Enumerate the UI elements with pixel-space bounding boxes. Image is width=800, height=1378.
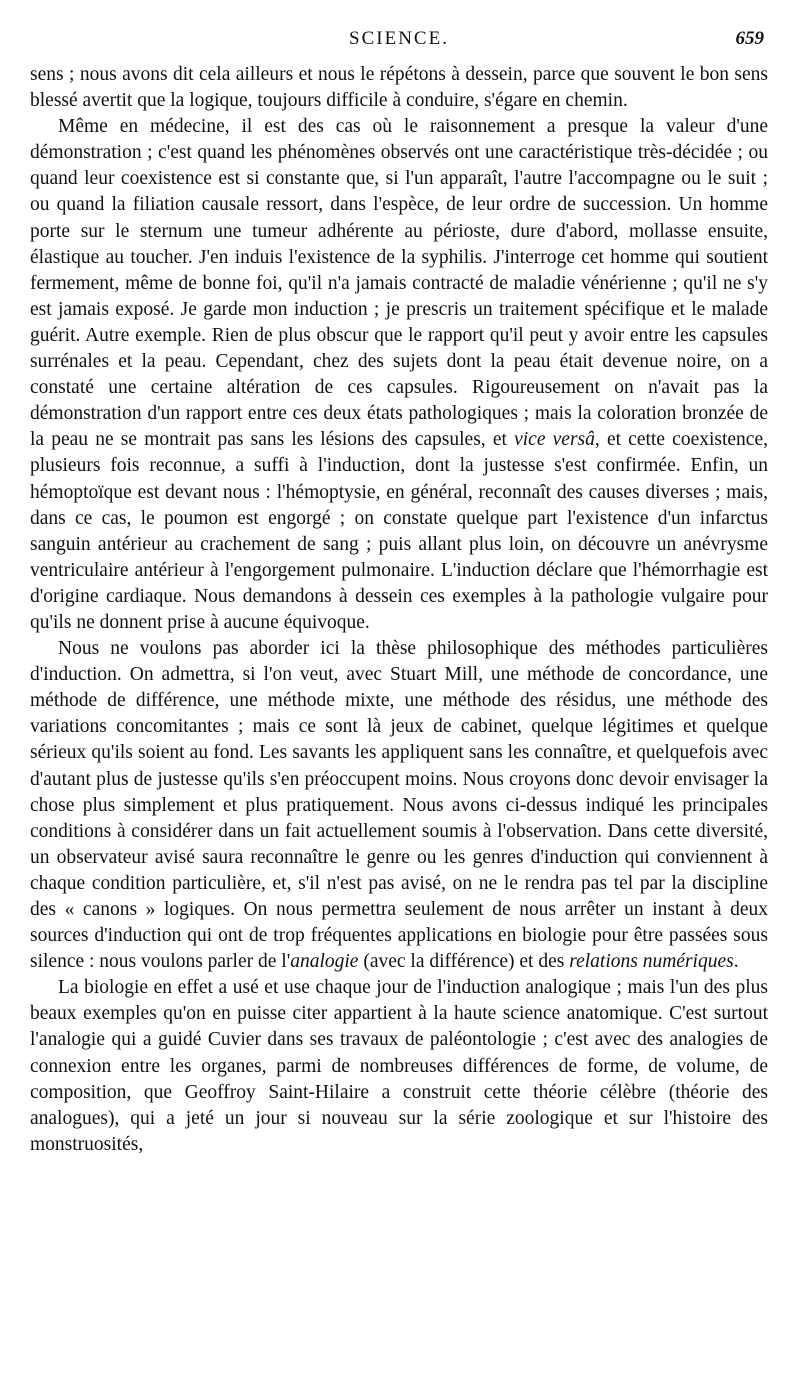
text-segment: Même en médecine, il est des cas où le raisonnement a presque la valeur d'une démonstration ; c'est quand les phénomènes observés ont une caractéristique très-décidée ; ou quand leur coexistence est si constante que, si l'un apparaît, l'autre l'accompagne ou le suit ; ou quand la filiation causale ressort, dans l'espèce, de leur ordre de succession. Un homme porte sur le sternum une tumeur adhérente au périoste, dure d'abord, mollasse ensuite, élastique au toucher. J'en induis l'existence de la syphilis. J'interroge cet homme qui soutient fermement, même de bonne foi, qu'il n'a jamais contracté de maladie vénérienne ; qu'il ne s'y est jamais exposé. Je garde mon induction ; je prescris un traitement spécifique et le malade guérit. Autre exemple. Rien de plus obscur que le rapport qu'il peut y avoir entre les capsules surrénales et la peau. Cependant, chez des sujets dont la peau était devenue noire, on a constaté une certaine altération de ces capsules. Rigoureusement on n'avait pas la démonstration d'un rapport entre ces deux états pathologiques ; mais la coloration bronzée de la peau ne se montrait pas sans les lésions des capsules, et bbox=[30, 116, 768, 451]
paragraph-2 bbox=[30, 114, 768, 636]
text-segment: (avec la différence) et des bbox=[358, 951, 570, 973]
text-segment: , et cette coexistence, plusieurs fois reconnue, a suffi à l'induction, dont la justesse s'est confirmée. Enfin, un hémoptoïque est devant nous : l'hémoptysie, en général, reconnaît des causes diverses ; mais, dans ce cas, le poumon est engorgé ; on constate quelque part l'existence d'un infarctus sanguin antérieur au crachement de sang ; puis allant plus loin, on découvre un anévrysme ventriculaire antérieur à l'engorgement pulmonaire. L'induction déclare que l'hémorrhagie est d'origine cardiaque. Nous demandons à dessein ces exemples à la pathologie vulgaire pour qu'ils ne donnent prise à aucune équivoque. bbox=[30, 429, 768, 633]
page-header bbox=[30, 28, 768, 56]
body-text bbox=[30, 62, 768, 1158]
text-segment: La biologie en effet a usé et use chaque jour de l'induction analogique ; mais l'un des plus beaux exemples qu'on en puisse citer appartient à la haute science anatomique. C'est surtout l'analogie qui a guidé Cuvier dans ses travaux de paléontologie ; c'est avec des analogies de connexion entre les organes, parmi de nombreuses différences de forme, de volume, de composition, que Geoffroy Saint-Hilaire a construit cette théorie célèbre (théorie des analogues), qui a jeté un jour si nouveau sur la série zoologique et sur l'histoire des monstruosités, bbox=[30, 977, 768, 1155]
italic-term: relations numériques bbox=[569, 951, 734, 973]
book-page bbox=[30, 28, 768, 1158]
paragraph-1 bbox=[30, 62, 768, 114]
text-segment: sens ; nous avons dit cela ailleurs et nous le répétons à dessein, parce que souvent le bon sens blessé avertit que la logique, toujours difficile à conduire, s'égare en chemin. bbox=[30, 64, 768, 112]
text-segment: . bbox=[733, 951, 739, 973]
italic-term: vice versâ bbox=[514, 429, 595, 451]
paragraph-3 bbox=[30, 636, 768, 975]
text-segment: Nous ne voulons pas aborder ici la thèse philosophique des méthodes particulières d'induction. On admettra, si l'on veut, avec Stuart Mill, une méthode de concordance, une méthode de différence, une méthode mixte, une méthode des résidus, une méthode des variations concomitantes ; mais ce sont là jeux de cabinet, quelque légitimes et quelque sérieux qu'ils soient au fond. Les savants les appliquent sans les connaître, et quelquefois avec d'autant plus de justesse qu'ils s'en préoccupent moins. Nous croyons donc devoir envisager la chose plus simplement et plus pratiquement. Nous avons ci-dessus indiqué les principales conditions à considérer dans un fait actuellement soumis à l'observation. Dans cette diversité, un observateur avisé saura reconnaître le genre ou les genres d'induction qui conviennent à chaque condition particulière, et, s'il n'est pas avisé, on ne le rendra pas tel par la discipline des « canons » logiques. On nous permettra seulement de nous arrêter un instant à deux sources d'induction qui ont de trop fréquentes applications en biologie pour être passées sous silence : nous voulons parler de l' bbox=[30, 638, 768, 973]
running-title: SCIENCE. bbox=[349, 28, 449, 49]
italic-term: analogie bbox=[290, 951, 359, 973]
page-number: 659 bbox=[735, 28, 764, 49]
paragraph-4 bbox=[30, 975, 768, 1158]
